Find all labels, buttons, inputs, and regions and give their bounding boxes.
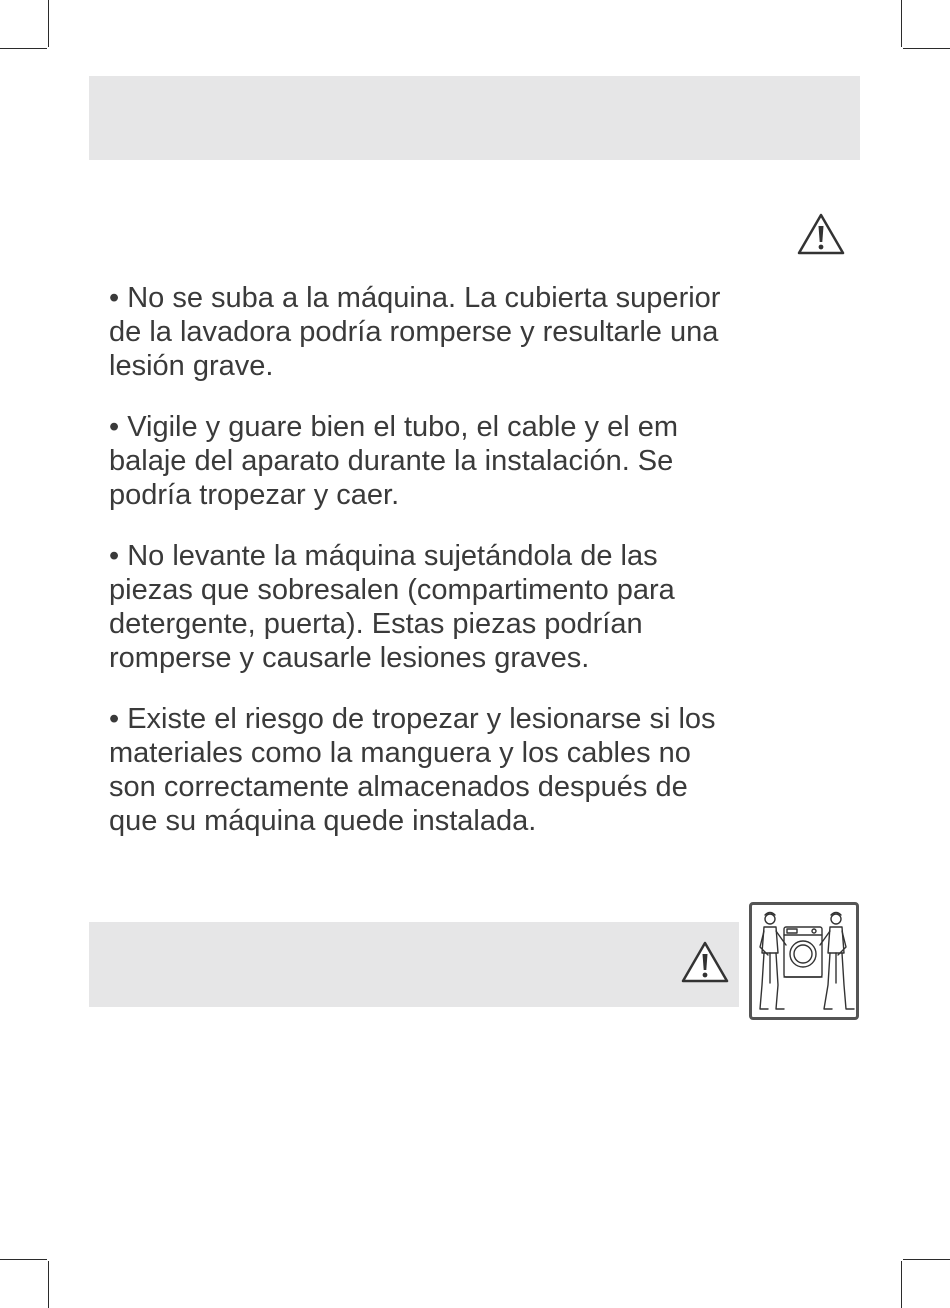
- list-item: • No levante la máquina sujetándola de las piezas que sobresalen (compartimento para detergente, puerta). Estas piezas podrían romperse y causarle lesiones graves.: [109, 540, 675, 674]
- crop-mark-bottom-left-h: [0, 1259, 47, 1260]
- list-item: • No se suba a la máquina. La cubierta superior de la lavadora podría romperse y resultarle una lesión grave.: [109, 282, 721, 382]
- crop-mark-top-right-h: [903, 48, 950, 49]
- crop-mark-top-left-h: [0, 48, 47, 49]
- warning-triangle-icon: [796, 212, 846, 256]
- list-item: • Vigile y guare bien el tubo, el cable y el em balaje del aparato durante la instalación. Se podría tropezar y caer.: [109, 411, 679, 511]
- crop-mark-bottom-right: [901, 1261, 902, 1308]
- section-header-band-bottom: [89, 922, 739, 1007]
- crop-mark-bottom-left: [48, 1261, 49, 1308]
- two-people-carrying-washing-machine-icon: [749, 902, 859, 1020]
- crop-mark-top-left: [48, 0, 49, 47]
- carrying-pictogram-drawing: [752, 905, 856, 1017]
- safety-warning-list: [109, 281, 829, 865]
- crop-mark-top-right: [901, 0, 902, 47]
- warning-triangle-icon: [680, 940, 730, 984]
- section-header-band: [89, 76, 860, 160]
- crop-mark-bottom-right-h: [903, 1259, 950, 1260]
- list-item: • Existe el riesgo de tropezar y lesionarse si los materiales como la manguera y los cables no son correctamente almacenados después de que su máquina quede instalada.: [109, 703, 716, 837]
